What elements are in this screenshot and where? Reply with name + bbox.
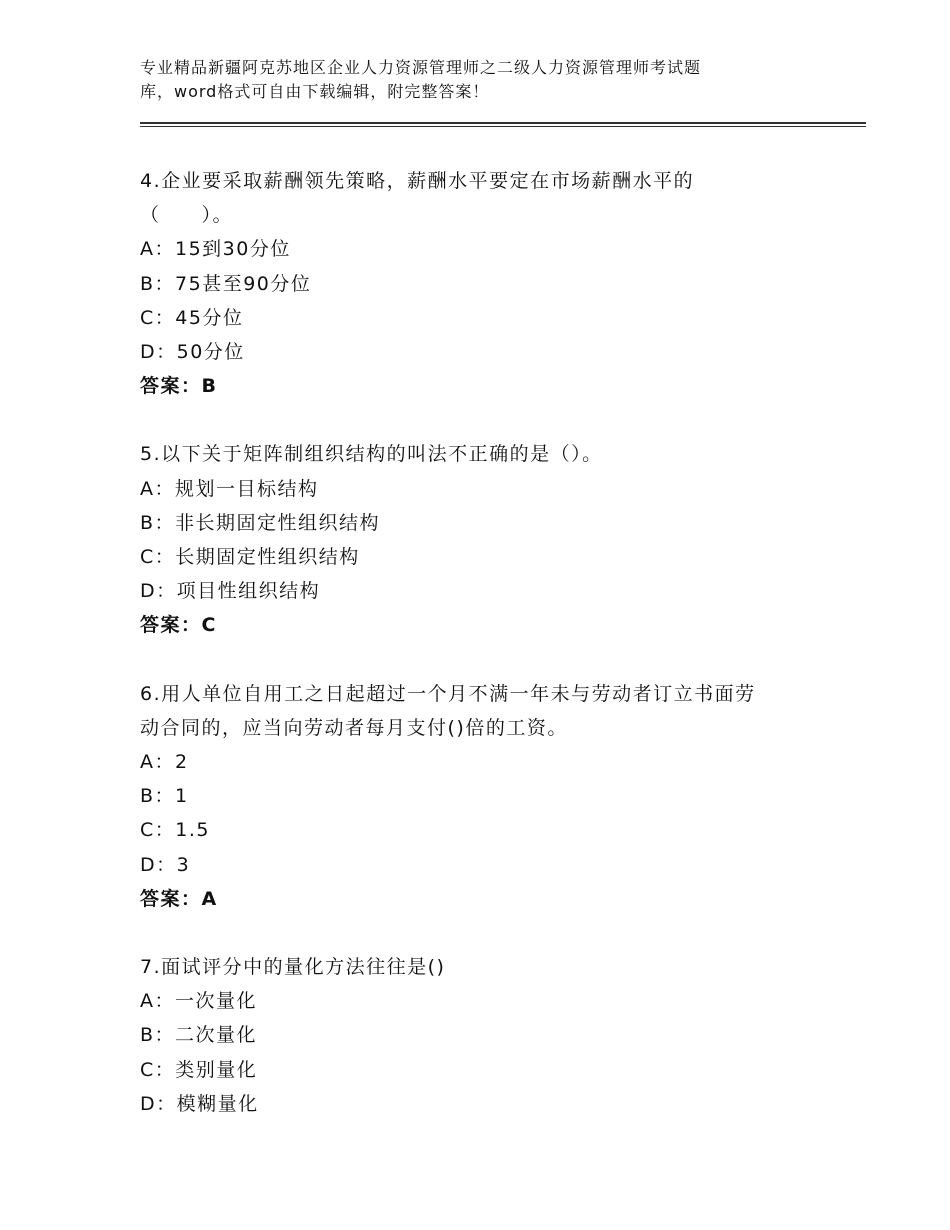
option-c: C：类别量化 <box>140 1058 258 1081</box>
option-c: C：长期固定性组织结构 <box>140 546 360 569</box>
option-d: D：50分位 <box>140 341 245 364</box>
header-rule-thick <box>140 122 866 124</box>
document-header <box>140 56 820 104</box>
option-d: D：项目性组织结构 <box>140 580 321 603</box>
option-a: A：15到30分位 <box>140 238 291 261</box>
option-d: D：模糊量化 <box>140 1092 259 1115</box>
option-c: C：45分位 <box>140 306 244 329</box>
option-b: B：非长期固定性组织结构 <box>140 511 381 534</box>
option-d: D：3 <box>140 853 191 876</box>
option-a: A：一次量化 <box>140 990 257 1013</box>
question-list <box>140 164 866 1155</box>
answer-label: 答案：B <box>140 375 218 398</box>
question-stem-line: 4.企业要采取薪酬领先策略，薪酬水平要定在市场薪酬水平的 <box>140 170 695 192</box>
option-b: B：75甚至90分位 <box>140 272 312 295</box>
question-5 <box>140 437 866 642</box>
option-a: A：规划一目标结构 <box>140 477 319 500</box>
option-c: C：1.5 <box>140 819 210 842</box>
answer-label: 答案：A <box>140 887 218 910</box>
question-stem-line: （ ）。 <box>140 204 234 227</box>
question-stem-line: 5.以下关于矩阵制组织结构的叫法不正确的是（）。 <box>140 443 603 466</box>
option-b: B：1 <box>140 785 189 808</box>
answer-label: 答案：C <box>140 614 217 637</box>
question-stem-line: 6.用人单位自用工之日起超过一个月不满一年未与劳动者订立书面劳 <box>140 682 756 705</box>
header-line-1: 专业精品新疆阿克苏地区企业人力资源管理师之二级人力资源管理师考试题 <box>140 58 702 77</box>
question-stem-line: 动合同的，应当向劳动者每月支付()倍的工资。 <box>140 716 568 739</box>
question-7 <box>140 950 866 1121</box>
question-stem-line: 7.面试评分中的量化方法往往是() <box>140 956 446 979</box>
option-a: A：2 <box>140 751 189 774</box>
question-4 <box>140 164 866 403</box>
question-6 <box>140 677 866 916</box>
header-line-2: 库，word格式可自由下载编辑，附完整答案！ <box>140 82 490 101</box>
option-b: B：二次量化 <box>140 1024 258 1047</box>
header-rule-thin <box>140 126 866 127</box>
